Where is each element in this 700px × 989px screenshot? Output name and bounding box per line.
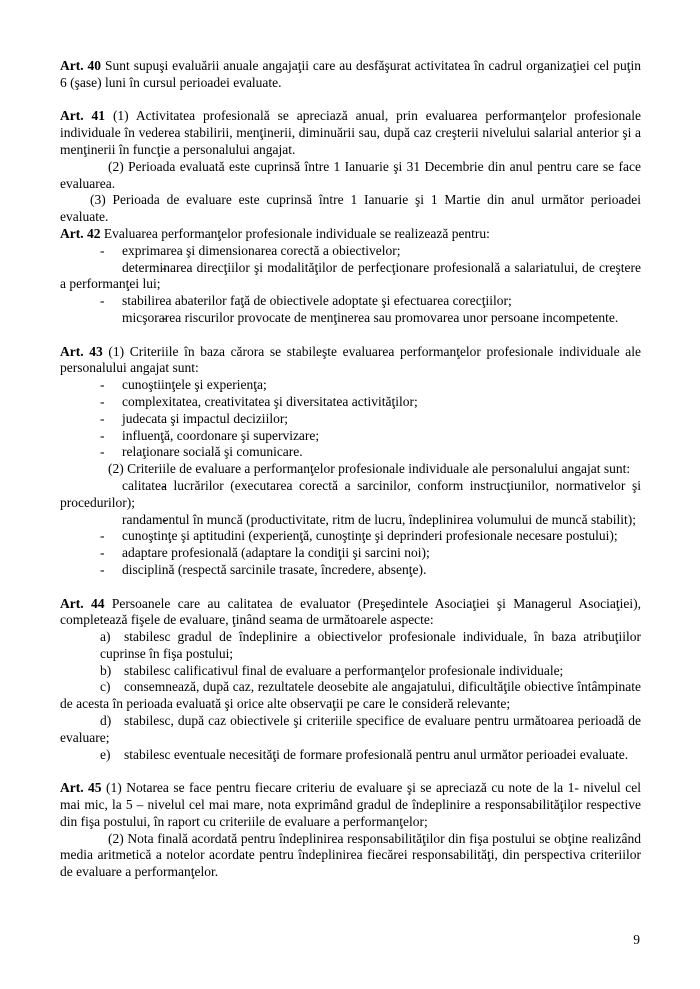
art43-paragraph-1	[60, 344, 641, 378]
art42-list-item: - exprimarea şi dimensionarea corectă a obiectivelor;	[60, 243, 641, 260]
art43-list-item: - cunoştinţe şi aptitudini (experienţă, cunoştinţe şi deprinderi profesionale necesare postului);	[60, 528, 641, 545]
art44-paragraph	[60, 596, 641, 630]
art42-list-item: - stabilirea abaterilor faţă de obiectivele adoptate şi efectuarea corecţiilor;	[60, 293, 641, 310]
document-page	[60, 58, 641, 881]
art42-label: Art. 42	[60, 225, 101, 241]
art42-intro: Evaluarea performanţelor profesionale individuale se realizează pentru:	[100, 225, 490, 241]
art41-paragraph-2: (2) Perioada evaluată este cuprinsă între 1 Ianuarie şi 31 Decembrie din anul pentru care se face evaluarea.	[60, 158, 641, 191]
page-number: 9	[633, 932, 640, 947]
art40-paragraph	[60, 58, 641, 92]
art43-list-item: - influenţă, coordonare şi supervizare;	[60, 428, 641, 445]
art43-list-item: - disciplină (respectă sarcinile trasate, încredere, absenţe).	[60, 562, 641, 579]
art43-list-item: - adaptare profesională (adaptare la condiţii şi sarcini noi);	[60, 545, 641, 562]
art42-list-item: - determinarea direcţiilor şi modalităţilor de perfecţionare profesională a salariatului, de creştere a performanţei lui;	[60, 260, 641, 294]
art44-list-item: b) stabilesc calificativul final de evaluare a performanţelor profesionale individuale;	[100, 662, 564, 678]
art41-label: Art. 41	[60, 108, 106, 124]
art41-paragraph-3: (3) Perioada de evaluare este cuprinsă între 1 Ianuarie şi 1 Martie din anul următor perioadei evaluate.	[60, 192, 641, 225]
art43-list-item: - cunoştiinţele şi experienţa;	[60, 377, 641, 394]
art45-label: Art. 45	[60, 780, 102, 796]
art45-paragraph-2: (2) Nota finală acordată pentru îndeplinirea responsabilităţilor din fişa postului se obţine realizând media aritmetică a notelor acordate pentru îndeplinirea fiecărei responsabilităţi, din perspectiva criteriilor de evaluare a performanţelor.	[60, 830, 641, 880]
art40-text: Sunt supuşi evaluării anuale angajaţii care au desfăşurat activitatea în cadrul organizaţiei cel puţin 6 (şase) luni în cursul perioadei evaluate.	[60, 58, 641, 90]
art43-list-item: - complexitatea, creativitatea şi diversitatea activităţilor;	[60, 394, 641, 411]
art41-paragraph-1	[60, 108, 641, 158]
art43-label: Art. 43	[60, 343, 103, 359]
art45-paragraph-1	[60, 780, 641, 830]
art44-list-item: e) stabilesc eventuale necesităţi de formare profesională pentru anul următor perioadei evaluate.	[100, 746, 629, 762]
art44-list-item: d) stabilesc, după caz obiectivele şi criteriile specifice de evaluare pentru următoarea perioadă de evaluare;	[60, 713, 641, 745]
art44-intro: Persoanele care au calitatea de evaluator (Preşedintele Asociaţiei şi Managerul Asociaţiei), completează fişele de evaluare, ţinând seama de următoarele aspecte:	[60, 595, 641, 628]
art44-list-item: c) consemnează, după caz, rezultatele deosebite ale angajatului, dificultăţile obiective întâmpinate de acesta în perioada evaluată şi orice alte observaţii pe care le consideră relevante;	[60, 679, 641, 712]
art43-list-item: - relaţionare socială şi comunicare.	[60, 444, 641, 461]
art43-list-item: - randamentul în muncă (productivitate, ritm de lucru, îndeplinirea volumului de muncă stabilit);	[60, 512, 641, 529]
art40-label: Art. 40	[60, 58, 102, 73]
art43-list-item: - calitatea lucrărilor (executarea corectă a sarcinilor, conform instrucţiunilor, normativelor şi procedurilor);	[60, 478, 641, 512]
art43-paragraph-2: (2) Criteriile de evaluare a performanţelor profesionale individuale ale personalului angajat sunt:	[108, 461, 631, 477]
art42-list-item: - micşorarea riscurilor provocate de menţinerea sau promovarea unor persoane incompetente.	[60, 310, 641, 327]
art45-text-1: (1) Notarea se face pentru fiecare criteriu de evaluare şi se apreciază cu note de la 1- nivelul cel mai mic, la 5 – nivelul cel mai mare, nota exprimând gradul de îndeplinire a responsabilităţilor respective din fişa postului, în raport cu criteriile de evaluare a performanţelor;	[60, 780, 641, 829]
art42-paragraph	[60, 226, 641, 243]
art43-list-item: - judecata şi impactul deciziilor;	[60, 411, 641, 428]
art44-list-item: a) stabilesc gradul de îndeplinire a obiectivelor profesionale individuale, în baza atribuţiilor cuprinse în fişa postului;	[100, 629, 641, 661]
art44-label: Art. 44	[60, 595, 105, 611]
art43-text-1: (1) Criteriile în baza cărora se stabileşte evaluarea performanţelor profesionale individuale ale personalului angajat sunt:	[60, 343, 641, 376]
art41-text-1: (1) Activitatea profesională se apreciază anual, prin evaluarea performanţelor profesionale individuale în vederea stabilirii, menţinerii, diminuării sau, după caz creşterii nivelului salarial anterior şi a menţinerii în funcţie a personalului angajat.	[60, 108, 641, 157]
